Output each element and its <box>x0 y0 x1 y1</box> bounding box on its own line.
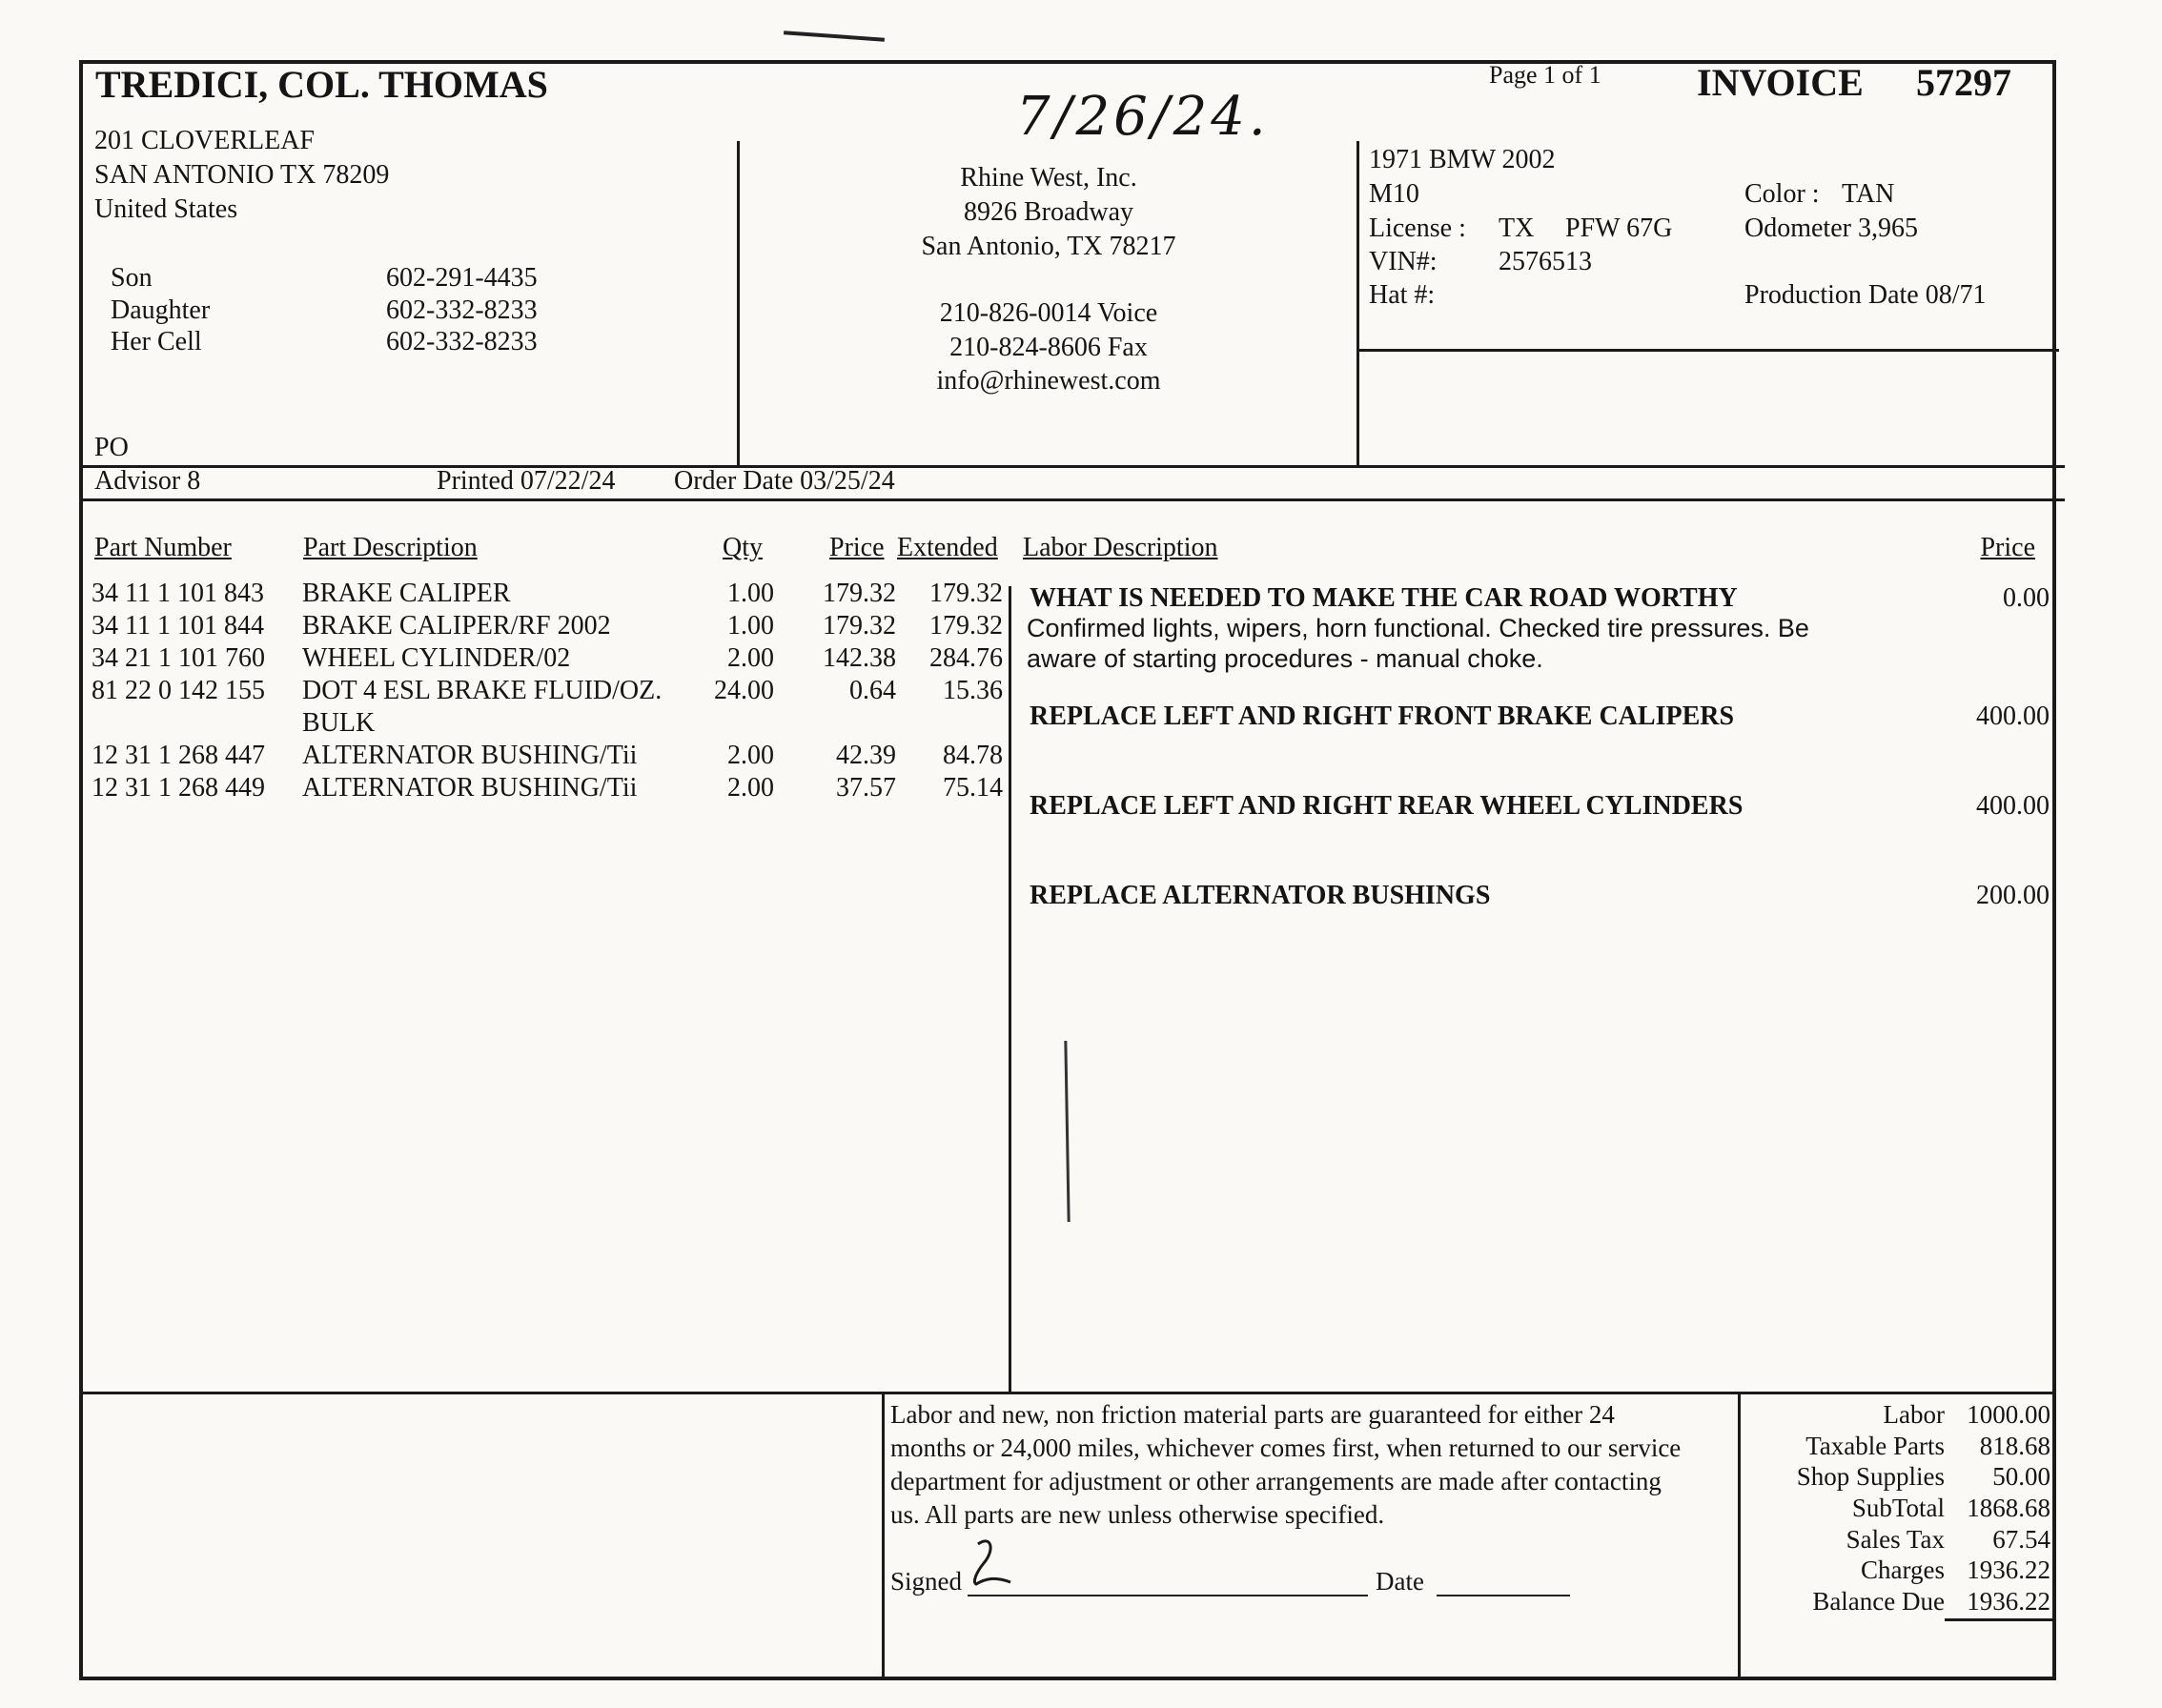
part-extended: 15.36 <box>943 676 1003 705</box>
labor-note: Confirmed lights, wipers, horn functional. Checked tire pressures. Be <box>1027 614 1809 642</box>
labor-title: REPLACE ALTERNATOR BUSHINGS <box>1030 881 1491 910</box>
date-line <box>1437 1595 1570 1596</box>
contact-phone: 602-291-4435 <box>386 263 538 293</box>
part-qty: 2.00 <box>727 741 774 770</box>
shop-email: info@rhinewest.com <box>936 366 1161 396</box>
labor-price: 400.00 <box>1976 791 2050 821</box>
order-date: Order Date 03/25/24 <box>674 466 895 496</box>
total-label: Labor <box>1883 1400 1945 1429</box>
balance-due-label: Balance Due <box>1812 1587 1945 1616</box>
contact-phone: 602-332-8233 <box>386 295 538 325</box>
guarantee-text: us. All parts are new unless otherwise specified. <box>890 1500 1385 1529</box>
customer-name: TREDICI, COL. THOMAS <box>95 63 548 106</box>
total-label: Shop Supplies <box>1796 1462 1945 1491</box>
advisor: Advisor 8 <box>94 466 201 496</box>
part-extended: 179.32 <box>929 579 1003 608</box>
part-description: WHEEL CYLINDER/02 <box>302 643 571 673</box>
total-label: Sales Tax <box>1846 1525 1945 1554</box>
labor-title: WHAT IS NEEDED TO MAKE THE CAR ROAD WORTHY <box>1030 583 1738 613</box>
labor-price: 400.00 <box>1976 702 2050 731</box>
labor-price: 200.00 <box>1976 881 2050 910</box>
part-price: 37.57 <box>836 773 896 803</box>
part-qty: 1.00 <box>727 611 774 640</box>
part-extended: 284.76 <box>929 643 1003 673</box>
invoice-label: INVOICE <box>1697 61 1864 104</box>
part-price: 42.39 <box>836 741 896 770</box>
hat-label: Hat #: <box>1369 280 1436 310</box>
part-price: 179.32 <box>823 611 896 640</box>
guarantee-text: Labor and new, non friction material parts are guaranteed for either 24 <box>890 1400 1615 1429</box>
handwritten-date: 7/26/24. <box>1016 86 1270 148</box>
signed-label: Signed <box>890 1567 963 1596</box>
total-label: SubTotal <box>1851 1494 1945 1522</box>
part-description: ALTERNATOR BUSHING/Tii <box>302 773 638 803</box>
part-number: 12 31 1 268 449 <box>92 773 265 803</box>
labor-title: REPLACE LEFT AND RIGHT REAR WHEEL CYLINDERS <box>1030 791 1744 821</box>
printed-date: Printed 07/22/24 <box>437 466 616 496</box>
part-description: BRAKE CALIPER <box>302 579 511 608</box>
header-divider <box>79 465 2065 468</box>
header-part-number: Part Number <box>94 533 232 562</box>
total-value: 1936.22 <box>1967 1556 2050 1584</box>
license-plate: PFW 67G <box>1565 214 1673 243</box>
part-extended: 84.78 <box>943 741 1003 770</box>
color-value: TAN <box>1842 179 1895 209</box>
production-date: Production Date 08/71 <box>1744 280 1987 310</box>
signature-line <box>968 1595 1368 1596</box>
header-qty: Qty <box>723 533 763 562</box>
order-info-divider <box>79 498 2065 501</box>
header-labor-description: Labor Description <box>1023 533 1218 562</box>
part-description: DOT 4 ESL BRAKE FLUID/OZ. <box>302 676 663 705</box>
contact-phone: 602-332-8233 <box>386 327 538 356</box>
labor-note: aware of starting procedures - manual choke. <box>1027 644 1543 673</box>
part-qty: 2.00 <box>727 643 774 673</box>
part-number: 34 11 1 101 843 <box>92 579 264 608</box>
total-label: Charges <box>1861 1556 1945 1584</box>
guarantee-text: department for adjustment or other arrangements are made after contacting <box>890 1467 1662 1495</box>
scan-mark <box>784 30 885 41</box>
part-number: 81 22 0 142 155 <box>92 676 265 705</box>
footer-divider-left <box>882 1392 885 1680</box>
vehicle-divider <box>1358 349 2059 352</box>
guarantee-text: months or 24,000 miles, whichever comes first, when returned to our service <box>890 1434 1682 1462</box>
contact-label: Her Cell <box>111 327 202 356</box>
part-description-continued: BULK <box>302 708 376 738</box>
header-extended: Extended <box>897 533 998 562</box>
signature-mark-icon <box>963 1535 1020 1592</box>
license-label: License : <box>1369 214 1466 243</box>
labor-title: REPLACE LEFT AND RIGHT FRONT BRAKE CALIPERS <box>1030 702 1735 731</box>
license-state: TX <box>1499 214 1535 243</box>
shop-city: San Antonio, TX 78217 <box>921 232 1176 261</box>
vehicle-model: 1971 BMW 2002 <box>1369 145 1556 174</box>
contact-label: Son <box>111 263 153 293</box>
header-labor-price: Price <box>1980 533 2035 562</box>
parts-labor-divider <box>1009 586 1011 1392</box>
balance-due-value: 1936.22 <box>1967 1587 2050 1616</box>
total-value: 50.00 <box>1992 1462 2050 1491</box>
invoice-number: 57297 <box>1916 61 2011 104</box>
po-label: PO <box>94 433 129 462</box>
balance-due-underline <box>1945 1618 2052 1621</box>
address-divider-1 <box>737 141 740 465</box>
total-label: Taxable Parts <box>1805 1432 1945 1460</box>
part-number: 34 11 1 101 844 <box>92 611 264 640</box>
vehicle-engine: M10 <box>1369 179 1419 209</box>
total-value: 1868.68 <box>1967 1494 2050 1522</box>
total-value: 67.54 <box>1992 1525 2050 1554</box>
total-value: 818.68 <box>1979 1432 2050 1460</box>
vin-value: 2576513 <box>1499 247 1592 276</box>
part-price: 142.38 <box>823 643 896 673</box>
part-qty: 1.00 <box>727 579 774 608</box>
header-part-description: Part Description <box>303 533 478 562</box>
part-extended: 179.32 <box>929 611 1003 640</box>
footer-divider-right <box>1738 1392 1741 1680</box>
part-price: 179.32 <box>823 579 896 608</box>
contact-label: Daughter <box>111 295 211 325</box>
part-description: BRAKE CALIPER/RF 2002 <box>302 611 611 640</box>
shop-street: 8926 Broadway <box>963 197 1134 227</box>
vin-label: VIN#: <box>1369 247 1438 276</box>
part-extended: 75.14 <box>943 773 1003 803</box>
customer-country: United States <box>94 194 238 224</box>
page-indicator: Page 1 of 1 <box>1489 61 1601 89</box>
part-number: 34 21 1 101 760 <box>92 643 265 673</box>
labor-price: 0.00 <box>2003 583 2050 613</box>
customer-address-2: SAN ANTONIO TX 78209 <box>94 160 390 190</box>
part-qty: 24.00 <box>714 676 774 705</box>
header-price: Price <box>829 533 885 562</box>
shop-name: Rhine West, Inc. <box>960 163 1137 193</box>
shop-voice: 210-826-0014 Voice <box>939 298 1158 328</box>
address-divider-2 <box>1356 141 1359 465</box>
part-qty: 2.00 <box>727 773 774 803</box>
total-value: 1000.00 <box>1967 1400 2050 1429</box>
part-description: ALTERNATOR BUSHING/Tii <box>302 741 638 770</box>
footer-divider <box>79 1392 2056 1394</box>
odometer: Odometer 3,965 <box>1744 214 1918 243</box>
part-price: 0.64 <box>849 676 896 705</box>
color-label: Color : <box>1744 179 1820 209</box>
customer-address-1: 201 CLOVERLEAF <box>94 126 315 155</box>
shop-fax: 210-824-8606 Fax <box>949 333 1148 362</box>
part-number: 12 31 1 268 447 <box>92 741 265 770</box>
date-label: Date <box>1376 1567 1424 1596</box>
